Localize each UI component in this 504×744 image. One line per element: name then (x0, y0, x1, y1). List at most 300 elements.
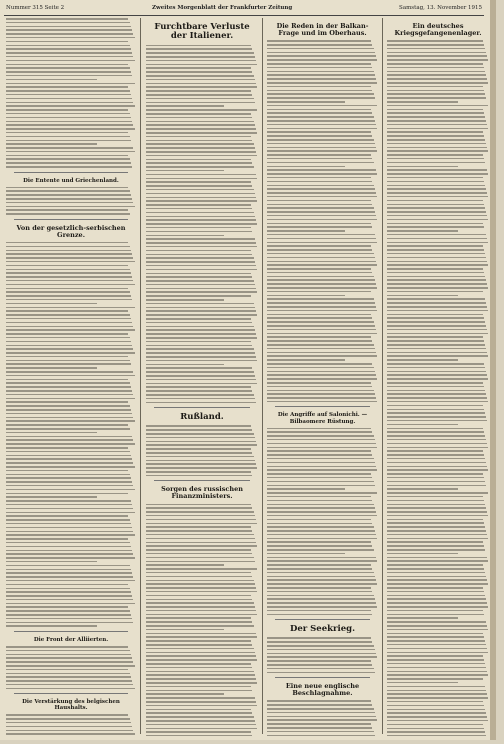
text-line (387, 317, 484, 319)
text-line (6, 75, 132, 77)
text-line (387, 712, 486, 714)
text-line (387, 264, 488, 266)
text-line (146, 128, 256, 130)
text-line (267, 340, 372, 342)
text-line (387, 485, 486, 487)
text-line (387, 579, 487, 581)
text-line (6, 90, 130, 92)
text-line (146, 538, 255, 540)
text-line (387, 435, 485, 437)
text-line (267, 150, 377, 152)
text-line (6, 382, 130, 384)
text-line (267, 568, 372, 570)
text-line (267, 272, 372, 274)
text-line (387, 557, 487, 559)
text-line (267, 560, 377, 562)
text-line (387, 576, 486, 578)
text-line (267, 192, 376, 194)
text-line (6, 447, 128, 449)
text-line (6, 606, 128, 608)
text-line (267, 485, 375, 487)
text-line (387, 325, 486, 327)
text-line (267, 378, 377, 380)
text-line (146, 390, 252, 392)
text-line (387, 671, 487, 673)
text-line (267, 473, 371, 475)
text-line (387, 177, 483, 179)
text-line (146, 530, 252, 532)
text-line (387, 450, 483, 452)
text-line (387, 268, 483, 270)
text-line (387, 215, 487, 217)
text-line (6, 261, 135, 263)
text-line (387, 306, 487, 308)
text-line (387, 591, 484, 593)
text-line (146, 276, 252, 278)
text-line (146, 591, 257, 593)
text-line (387, 454, 484, 456)
text-line (267, 519, 371, 521)
text-line (267, 572, 374, 574)
text-line (387, 409, 484, 411)
text-line (387, 443, 487, 445)
text-line (146, 124, 255, 126)
text-line (6, 413, 132, 415)
text-line (146, 117, 252, 119)
text-line (387, 560, 488, 562)
text-line (387, 705, 484, 707)
text-line (267, 120, 375, 122)
text-line (267, 135, 372, 137)
article-heading: Der Seekrieg. (289, 624, 356, 635)
text-line (387, 416, 486, 418)
text-line (387, 181, 484, 183)
text-line (387, 302, 486, 304)
text-line (267, 610, 371, 612)
text-line (6, 546, 131, 548)
text-line (6, 246, 130, 248)
text-line (267, 355, 377, 357)
text-line (146, 83, 256, 85)
text-line (267, 109, 371, 111)
text-line (267, 704, 372, 706)
page-header (4, 3, 484, 16)
column-rule (262, 18, 263, 734)
text-line (387, 59, 488, 61)
text-line (387, 515, 488, 517)
text-line (146, 433, 254, 435)
text-line (6, 86, 128, 88)
section-divider (154, 407, 250, 408)
text-line (267, 333, 377, 335)
text-line (387, 348, 486, 350)
text-line (146, 200, 257, 202)
text-line (267, 488, 345, 490)
text-line (267, 492, 377, 494)
text-line (146, 337, 257, 339)
text-line (146, 720, 255, 722)
article-heading: Furchtbare Verluste der Italiener. (154, 22, 250, 42)
text-line (267, 59, 377, 61)
text-line (146, 686, 251, 688)
text-line (387, 701, 483, 703)
column-4 (387, 18, 489, 736)
text-line (387, 310, 488, 312)
text-line (267, 325, 375, 327)
text-line (267, 158, 372, 160)
text-line (267, 435, 374, 437)
text-line (146, 712, 252, 714)
text-line (6, 443, 135, 445)
text-line (267, 606, 377, 608)
text-line (267, 469, 377, 471)
text-line (146, 371, 254, 373)
text-line (146, 204, 251, 206)
text-line (6, 345, 132, 347)
text-line (267, 71, 374, 73)
text-line (6, 676, 131, 678)
text-line (146, 71, 252, 73)
text-line (267, 253, 374, 255)
text-line (6, 722, 131, 724)
text-line (6, 538, 128, 540)
text-line (267, 363, 372, 365)
text-line (267, 557, 376, 559)
section-divider (275, 677, 370, 678)
text-line (146, 467, 257, 469)
text-line (146, 147, 255, 149)
text-line (6, 166, 132, 168)
text-line (6, 458, 132, 460)
text-line (267, 645, 374, 647)
text-line (146, 519, 256, 521)
text-line (6, 371, 133, 373)
text-line (267, 660, 371, 662)
text-line (6, 322, 132, 324)
text-line (267, 723, 371, 725)
text-line (387, 272, 484, 274)
text-line (146, 625, 254, 627)
text-line (6, 202, 133, 204)
text-line (146, 386, 251, 388)
text-line (146, 652, 255, 654)
text-line (6, 105, 135, 107)
text-line (267, 44, 372, 46)
text-line (146, 429, 252, 431)
text-line (6, 213, 130, 215)
text-line (267, 712, 375, 714)
text-line (6, 519, 130, 521)
text-line (146, 549, 251, 551)
text-line (6, 424, 128, 426)
text-line (6, 553, 133, 555)
text-line (387, 261, 487, 263)
text-line (267, 177, 371, 179)
text-line (6, 557, 135, 559)
text-line (387, 424, 458, 426)
text-line (387, 522, 484, 524)
text-line (267, 447, 377, 449)
text-line (387, 242, 488, 244)
text-line (387, 534, 487, 536)
text-line (6, 257, 133, 259)
text-line (387, 610, 483, 612)
text-line (387, 223, 483, 225)
text-line (267, 386, 372, 388)
text-line (6, 253, 132, 255)
text-line (6, 455, 131, 457)
text-line (267, 97, 375, 99)
text-line (6, 436, 132, 438)
text-line (6, 684, 133, 686)
text-line (267, 649, 375, 651)
text-line (146, 208, 252, 210)
text-line (387, 678, 483, 680)
text-line (146, 452, 252, 454)
text-line (6, 162, 131, 164)
text-line (6, 654, 131, 656)
text-line (6, 466, 135, 468)
text-line (387, 728, 484, 730)
text-line (146, 425, 251, 427)
text-line (6, 329, 135, 331)
text-line (387, 640, 485, 642)
text-line (387, 48, 485, 50)
text-line (146, 314, 257, 316)
text-line (267, 52, 375, 54)
text-line (146, 322, 252, 324)
text-line (387, 466, 487, 468)
text-line (267, 268, 371, 270)
text-line (146, 663, 251, 665)
text-line (387, 633, 483, 635)
text-line (146, 701, 256, 703)
column-3 (267, 18, 378, 736)
text-line (146, 64, 257, 66)
text-line (6, 276, 132, 278)
text-line (6, 665, 135, 667)
text-line (146, 682, 257, 684)
text-line (267, 226, 372, 228)
text-line (387, 606, 488, 608)
text-line (146, 553, 252, 555)
text-line (6, 730, 133, 732)
text-line (6, 439, 133, 441)
text-line (387, 447, 488, 449)
text-line (146, 60, 256, 62)
text-line (387, 568, 484, 570)
text-line (146, 197, 256, 199)
text-line (6, 673, 130, 675)
text-line (6, 18, 128, 20)
text-line (146, 693, 224, 695)
text-line (387, 196, 488, 198)
text-line (387, 143, 486, 145)
text-line (6, 60, 135, 62)
text-line (6, 515, 128, 517)
text-line (6, 98, 132, 100)
text-line (6, 56, 133, 58)
text-line (267, 367, 374, 369)
text-line (146, 307, 255, 309)
text-line (387, 173, 488, 175)
text-line (146, 288, 256, 290)
text-line (267, 90, 372, 92)
text-line (6, 531, 133, 533)
text-line (6, 288, 128, 290)
text-line (6, 83, 135, 85)
text-line (387, 690, 486, 692)
text-line (6, 250, 131, 252)
text-line (146, 379, 256, 381)
text-line (387, 185, 485, 187)
text-line (146, 216, 255, 218)
text-line (387, 314, 483, 316)
text-line (267, 279, 375, 281)
text-line (387, 352, 487, 354)
column-rule (382, 18, 383, 734)
text-line (267, 249, 372, 251)
text-line (6, 310, 128, 312)
text-line (267, 401, 377, 403)
text-line (387, 52, 486, 54)
text-line (267, 48, 374, 50)
text-line (267, 82, 377, 84)
text-line (146, 90, 251, 92)
text-line (387, 333, 488, 335)
text-line (387, 519, 483, 521)
text-line (267, 200, 371, 202)
text-line (146, 629, 224, 631)
text-line (387, 71, 485, 73)
text-line (146, 671, 254, 673)
text-line (387, 298, 485, 300)
text-line (267, 223, 371, 225)
text-line (387, 169, 487, 171)
issue-date: Samstag, 13. November 1915 (399, 5, 482, 11)
text-line (267, 576, 375, 578)
article-heading: Die Reden in der Balkan-Frage und im Oberhaus. (276, 22, 369, 38)
text-line (146, 564, 224, 566)
text-line (267, 641, 372, 643)
text-line (267, 63, 371, 65)
article-heading: Sorgen des russischen Finanzministers. (161, 485, 243, 501)
text-line (267, 116, 374, 118)
text-line (387, 78, 487, 80)
text-line (267, 105, 377, 107)
text-line (387, 287, 488, 289)
text-line (387, 636, 484, 638)
text-line (387, 496, 483, 498)
text-line (267, 112, 372, 114)
text-line (267, 348, 375, 350)
text-line (387, 219, 488, 221)
text-line (387, 731, 485, 733)
text-line (6, 307, 135, 309)
text-line (387, 481, 485, 483)
text-line (6, 147, 133, 149)
text-line (6, 386, 131, 388)
text-line (267, 242, 377, 244)
text-line (267, 653, 376, 655)
article-heading: Die Verstärkung des belgischen Haushalts. (22, 699, 120, 712)
article-heading: Die Entente und Griechenland. (23, 177, 119, 184)
text-line (267, 564, 371, 566)
text-line (6, 569, 131, 571)
text-line (267, 196, 377, 198)
text-line (146, 471, 251, 473)
text-line (146, 402, 256, 404)
text-line (146, 52, 254, 54)
text-line (146, 265, 256, 267)
text-line (6, 269, 130, 271)
text-line (267, 295, 345, 297)
text-line (6, 718, 130, 720)
text-line (387, 469, 488, 471)
text-line (146, 299, 224, 301)
text-line (6, 45, 130, 47)
text-line (146, 728, 257, 730)
text-line (267, 719, 377, 721)
text-line (146, 636, 257, 638)
text-line (387, 147, 487, 149)
text-line (387, 359, 458, 361)
text-line (267, 507, 375, 509)
text-line (387, 401, 488, 403)
text-line (6, 534, 135, 536)
text-line (267, 154, 371, 156)
text-line (146, 690, 252, 692)
text-line (6, 500, 131, 502)
text-line (146, 504, 251, 506)
article-heading: Rußland. (180, 412, 224, 423)
text-line (6, 242, 128, 244)
text-line (6, 580, 135, 582)
text-line (387, 720, 488, 722)
text-line (6, 190, 130, 192)
text-line (6, 489, 135, 491)
text-line (146, 250, 251, 252)
text-line (387, 587, 483, 589)
text-line (387, 249, 484, 251)
text-line (267, 595, 374, 597)
text-line (387, 154, 483, 156)
text-line (6, 669, 128, 671)
text-line (267, 317, 372, 319)
text-line (6, 584, 128, 586)
text-line (6, 657, 132, 659)
text-line (146, 561, 255, 563)
text-line (267, 257, 375, 259)
text-line (387, 128, 488, 130)
text-line (267, 131, 371, 133)
text-line (146, 557, 254, 559)
text-line (146, 633, 256, 635)
text-line (387, 655, 483, 657)
text-line (146, 341, 251, 343)
text-line (6, 485, 133, 487)
text-line (146, 606, 255, 608)
text-line (267, 477, 372, 479)
text-line (387, 405, 483, 407)
text-line (387, 397, 487, 399)
text-line (146, 587, 256, 589)
text-line (387, 667, 486, 669)
text-line (267, 443, 376, 445)
text-line (267, 352, 376, 354)
text-line (6, 527, 132, 529)
text-line (387, 686, 485, 688)
